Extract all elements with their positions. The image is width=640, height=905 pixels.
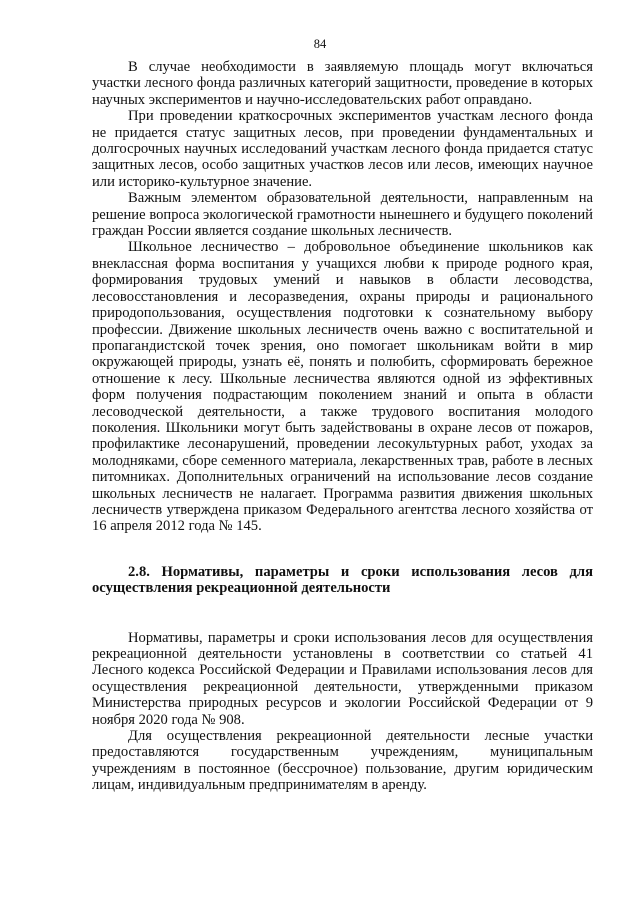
paragraph-protective-status: При проведении краткосрочных экспериментов участкам лесного фонда не придается статус защитных лесов, при проведении фундаментальных и долгосрочных научных исследований участкам лесного фонда придается статус защитных лесов, особо защитных участков лесов или лесов, имеющих научное или историко-культурное значение.	[92, 108, 593, 190]
section-heading: 2.8. Нормативы, параметры и сроки использования лесов для осуществления рекреационной деятельности	[92, 563, 593, 597]
paragraph-recreation-norms: Нормативы, параметры и сроки использования лесов для осуществления рекреационной деятельности установлены в соответствии со статьей 41 Лесного кодекса Российской Федерации и Правилами использования лесов для осуществления рекреационной деятельности, утвержденными приказом Министерства природных ресурсов и экологии Российской Федерации от 9 ноября 2020 года № 908.	[92, 629, 593, 728]
page-number: 84	[313, 37, 327, 51]
paragraph-experimental-areas: В случае необходимости в заявляемую площадь могут включаться участки лесного фонда различных категорий защитности, проведение в которых научных экспериментов и научно-исследовательских работ оправдано.	[92, 59, 593, 108]
document-body	[92, 59, 593, 794]
paragraph-education: Важным элементом образовательной деятельности, направленным на решение вопроса экологической грамотности нынешнего и будущего поколений граждан России является создание школьных лесничеств.	[92, 190, 593, 240]
paragraph-recreation-plots: Для осуществления рекреационной деятельности лесные участки предоставляются государственным учреждениям, муниципальным учреждениям в постоянное (бессрочное) пользование, другим юридическим лицам, индивидуальным предпринимателям в аренду.	[92, 728, 593, 794]
paragraph-school-forestry: Школьное лесничество – добровольное объединение школьников как внеклассная форма воспитания у учащихся любви к природе родного края, формирования трудовых умений и навыков в области лесоводства, лесовосстановления и лесоразведения, охраны природы и рационального природопользования, осуществления подготовки к сознательному выбору профессии. Движение школьных лесничеств очень важно с воспитательной и пропагандистской точек зрения, оно помогает школьникам войти в мир окружающей природы, узнать её, понять и полюбить, сформировать бережное отношение к лесу. Школьные лесничества являются одной из эффективных форм получения подрастающим поколением знаний и опыта в области лесоводческой деятельности, а также трудового воспитания молодого поколения. Школьники могут быть задействованы в охране лесов от пожаров, профилактике лесонарушений, проведении лесокультурных работ, уходах за молодняками, сборе семенного материала, лекарственных трав, работе в лесных питомниках. Дополнительных ограничений на использование лесов создание школьных лесничеств не налагает. Программа развития движения школьных лесничеств утверждена приказом Федерального агентства лесного хозяйства от 16 апреля 2012 года № 145.	[92, 239, 593, 535]
